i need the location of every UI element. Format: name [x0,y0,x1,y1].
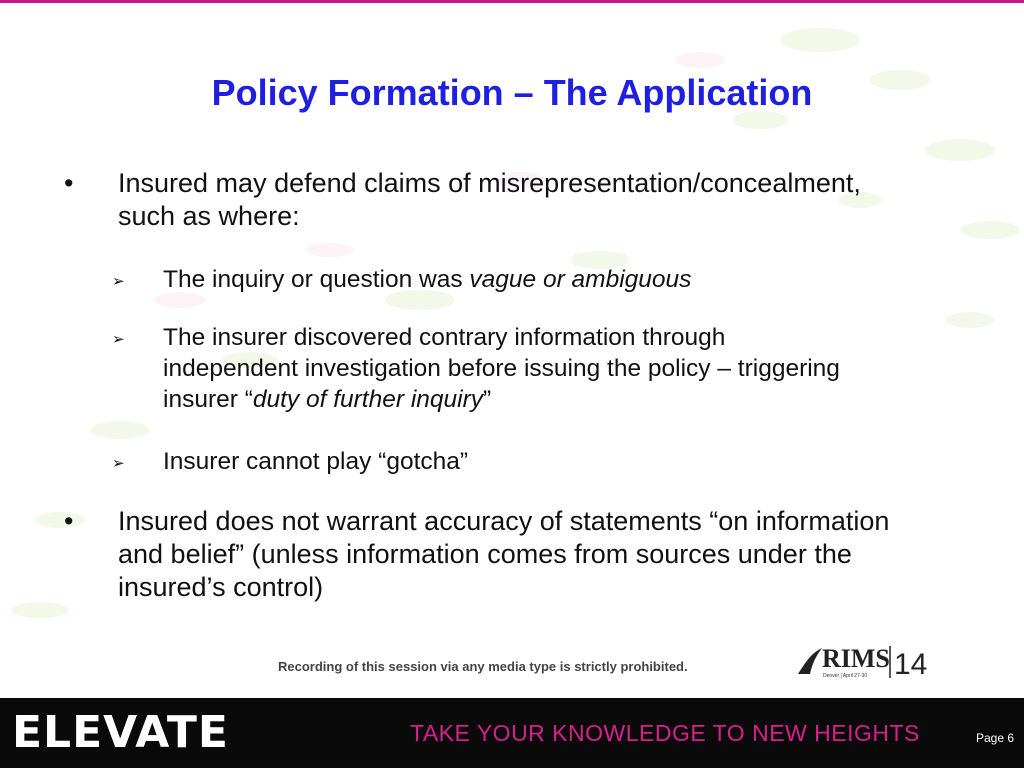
subbullet-text [163,322,953,415]
recording-notice: Recording of this session via any media type is strictly prohibited. [278,659,688,674]
bullet-line: and belief” (unless information comes from sources under the [118,539,852,569]
bullet-text [118,505,968,604]
bullet-text [118,167,968,233]
elevate-brand-logo: ELEVATE [12,707,229,758]
slide-title: Policy Formation – The Application [211,72,813,113]
subbullet-line: independent investigation before issuing the policy – triggering [163,355,840,382]
subbullet-text: Insurer cannot play “gotcha” [163,448,469,475]
bullet-marker: • [64,506,74,536]
subbullet-line: The insurer discovered contrary information through [163,324,726,351]
subbullet-prefix: The inquiry or question was [163,266,470,293]
rims-logo-text: RIMS [822,644,890,673]
footer-bar [0,698,1024,768]
bullet-marker: • [64,168,74,198]
subbullet-text [163,264,953,295]
subbullet-emphasis: duty of further inquiry [252,386,484,413]
subbullet-line: insurer “ [163,386,253,413]
bullet-line: insured’s control) [118,572,324,602]
bullet-line: Insured may defend claims of misrepresentation/concealment, [118,168,861,198]
rims-logo-subtext: Denver | April 27-30 [823,673,868,679]
page-number: Page 6 [976,731,1015,745]
bullet-line: Insured does not warrant accuracy of statements “on information [118,506,890,536]
arrow-bullet-icon: ➢ [112,455,125,472]
subbullet-emphasis: vague or ambiguous [469,266,692,293]
arrow-bullet-icon: ➢ [112,273,125,290]
arrow-bullet-icon: ➢ [112,331,125,348]
rims-logo [796,640,931,682]
footer-tagline: TAKE YOUR KNOWLEDGE TO NEW HEIGHTS [410,720,920,746]
closing-quote: ” [483,386,492,413]
bullet-line: such as where: [118,201,300,231]
rims-logo-year: 14 [894,648,928,681]
